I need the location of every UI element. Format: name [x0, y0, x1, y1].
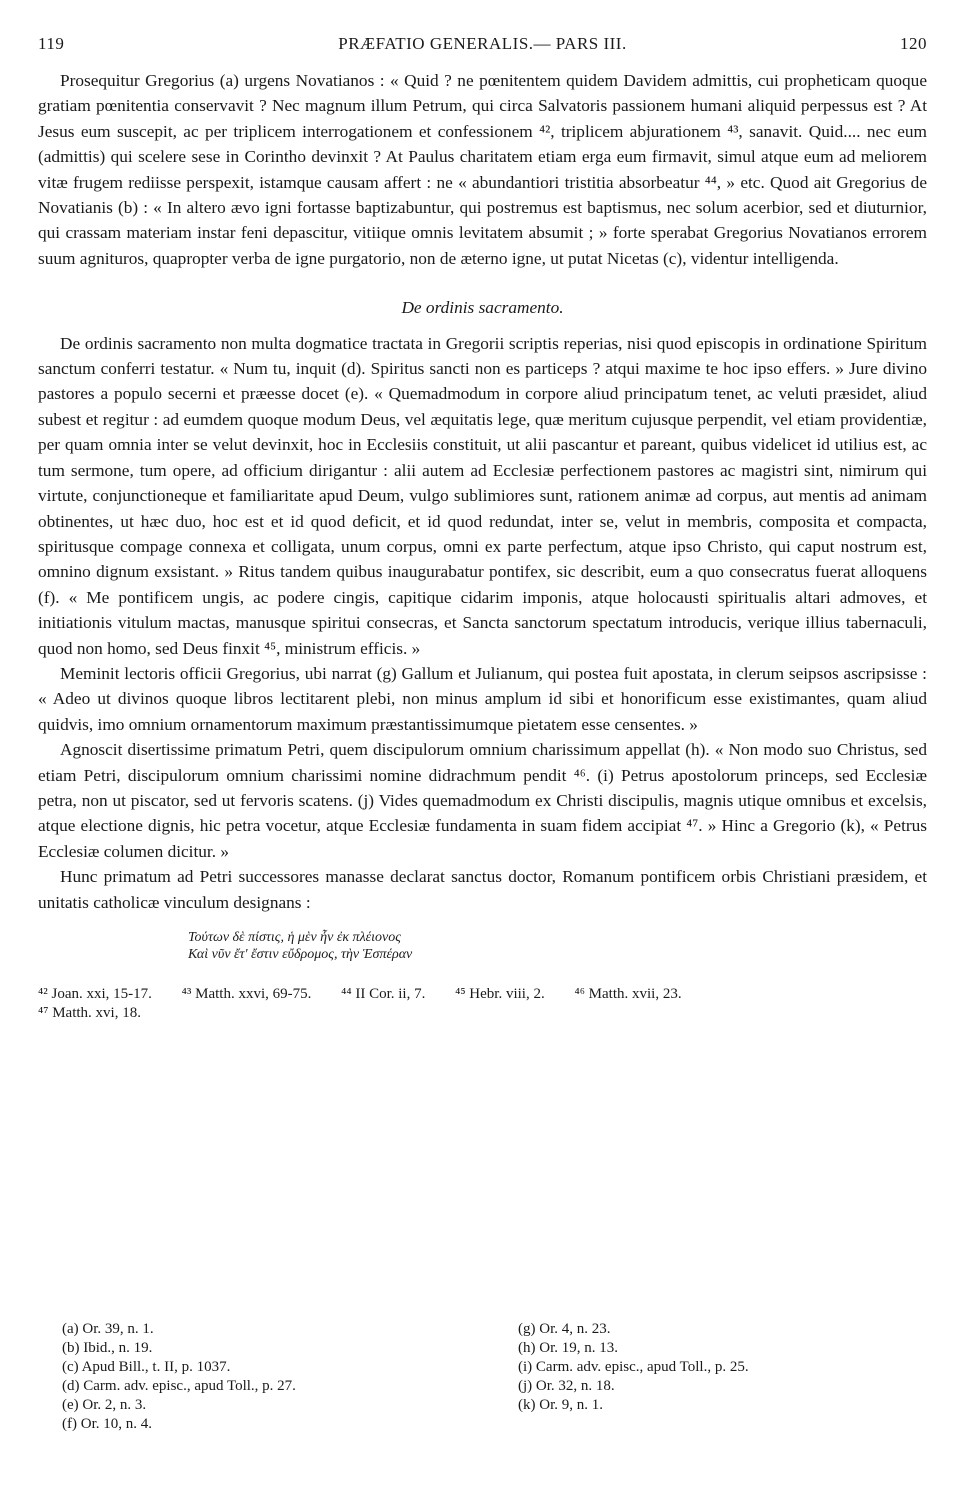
footnote-43: ⁴³ Matth. xxvi, 69-75.	[181, 986, 312, 1002]
reference-i: (i) Carm. adv. episc., apud Toll., p. 25.	[518, 1359, 749, 1375]
reference-f: (f) Or. 10, n. 4.	[62, 1416, 152, 1432]
reference-g: (g) Or. 4, n. 23.	[518, 1321, 611, 1337]
greek-verse-quote	[188, 929, 927, 963]
paragraph-5: Hunc primatum ad Petri successores manasse declarat sanctus doctor, Romanum pontificem orbis Christiani præsidem, et unitatis catholicæ vinculum designans :	[38, 867, 927, 912]
footnote-42: ⁴² Joan. xxi, 15-17.	[38, 986, 152, 1002]
reference-e: (e) Or. 2, n. 3.	[62, 1397, 147, 1413]
greek-line-1: Τούτων δὲ πίστις, ἡ μὲν ἦν ἐκ πλέιονος	[188, 930, 401, 945]
reference-c: (c) Apud Bill., t. II, p. 1037.	[62, 1359, 231, 1375]
paragraph-4: Agnoscit disertissime primatum Petri, quem discipulorum omnium charissimum appellat (h). « Non modo suo Christus, sed etiam Petri, discipulorum omnium charissimi nomine didrachmum pendit ⁴⁶. (i) Petrus apostolorum princeps, sed Ecclesiæ petra, non ut piscator, sed ut fervoris scatens. (j) Vides quemadmodum ex Christi discipulis, magnis utique omnibus et excelsis, atque electione dignis, hic petra vocetur, atque Ecclesiæ fundamenta in suam fidem accipiat ⁴⁷. » Hinc a Gregorio (k), « Petrus Ecclesiæ columen dicitur. »	[38, 740, 927, 861]
footnote-45: ⁴⁵ Hebr. viii, 2.	[455, 986, 545, 1002]
running-header	[38, 34, 927, 58]
footnote-47: ⁴⁷ Matth. xvi, 18.	[38, 1005, 141, 1021]
paragraph-3: Meminit lectoris officii Gregorius, ubi narrat (g) Gallum et Julianum, qui postea fuit apostata, in clerum seipsos ascripsisse : « Adeo ut divinos quoque libros lectitarent plebi, non minus amplum id sibi et honorificum esse existimantes, quam aliud quidvis, imo omnium ornamentorum maximum præstantissimumque pietatem esse censentes. »	[38, 663, 927, 734]
running-title: PRÆFATIO GENERALIS.— PARS III.	[338, 34, 627, 53]
footnote-46: ⁴⁶ Matth. xvii, 23.	[574, 986, 682, 1002]
greek-line-2: Καὶ νῦν ἔτ' ἔστιν εὔδρομος, τὴν Ἑσπέραν	[188, 947, 413, 962]
main-text	[38, 68, 927, 1023]
page-number-right: 120	[900, 34, 927, 53]
reference-h: (h) Or. 19, n. 13.	[518, 1340, 618, 1356]
references-right-column	[518, 1320, 938, 1415]
references-left-column	[62, 1320, 482, 1434]
reference-b: (b) Ibid., n. 19.	[62, 1340, 153, 1356]
reference-a: (a) Or. 39, n. 1.	[62, 1321, 154, 1337]
reference-d: (d) Carm. adv. episc., apud Toll., p. 27.	[62, 1378, 296, 1394]
numbered-footnotes	[38, 985, 927, 1023]
paragraph-2: De ordinis sacramento non multa dogmatice tractata in Gregorii scriptis reperias, nisi quod episcopis in ordinatione Spiritum sanctum conferri testatur. « Num tu, inquit (d). Spiritus sancti non es particeps ? atqui maxime te hoc ipso effers. » Jure divino pastores a populo secerni et præesse docet (e). « Quemadmodum in corpore aliud principatum tenet, ac veluti præsidet, aliud subest et regitur : ad eumdem quoque modum Deus, vel æquitatis lege, quæ meritum cujusque perpendit, vel etiam providentiæ, per quam omnia inter se velut devinxit, hoc in Ecclesiis constituit, ut alii pascantur et pareant, quibus videlicet id utilius est, ac tum sermone, tum opere, ad officium dirigantur : alii autem ad Ecclesiæ perfectionem pastores ac magistri sint, nimirum qui virtute, conjunctioneque et familiaritate apud Deum, vulgo sublimiores sunt, rationem animæ ad corpus, aut mentis ad animam obtinentes, ut hæc duo, hoc est et id quod deficit, et id quod redundat, inter se, velut in membris, composita et compacta, spiritusque compage connexa et colligata, unum corpus, omni ex parte perfectum, atque ipso Christo, qui caput nostrum est, omnino dignum exsistant. » Ritus tandem quibus inaugurabatur pontifex, sic describit, eum a quo consecratus fuerat alloquens (f). « Me pontificem ungis, ac podere cingis, capitique cidarim imponis, atque holocausti spiritualis altari admoves, et initiationis vitulum mactas, manusque spiritui consecras, et Sancta sanctorum spectatum introducis, verique illius tabernaculi, quod non homo, sed Deus finxit ⁴⁵, ministrum efficis. »	[38, 333, 927, 658]
page-number-left: 119	[38, 34, 65, 53]
paragraph-1: Prosequitur Gregorius (a) urgens Novatianos : « Quid ? ne pœnitentem quidem Davidem admittis, cui propheticam quoque gratiam pœnitentia conservavit ? Nec magnum illum Petrum, qui circa Salvatoris passionem humani aliquid perpessus est ? At Jesus eum suscepit, ac per triplicem interrogationem et confessionem ⁴², triplicem abjurationem ⁴³, sanavit. Quid.... nec eum (admittis) qui scelere sese in Corintho devinxit ? At Paulus charitatem etiam erga eum firmavit, simul atque eum ad meliorem vitæ frugem rediisse perspexit, istamque causam affert : ne « abundantiori tristitia absorbeatur ⁴⁴, » etc. Quod ait Gregorius de Novatianis (b) : « In altero ævo igni fortasse baptizabuntur, qui postremus est baptismus, nec solum acerbior, sed et diuturnior, qui crassam materiam instar feni depascitur, vitiique omnis levitatem absumit ; » forte sperabat Gregorius Novatianos errorem suum agnituros, quapropter verba de igne purgatorio, non de æterno igne, ut putat Nicetas (c), videntur intelligenda.	[38, 71, 927, 268]
reference-j: (j) Or. 32, n. 18.	[518, 1378, 615, 1394]
section-heading: De ordinis sacramento.	[401, 298, 564, 318]
reference-k: (k) Or. 9, n. 1.	[518, 1397, 603, 1413]
footnote-44: ⁴⁴ II Cor. ii, 7.	[341, 986, 426, 1002]
